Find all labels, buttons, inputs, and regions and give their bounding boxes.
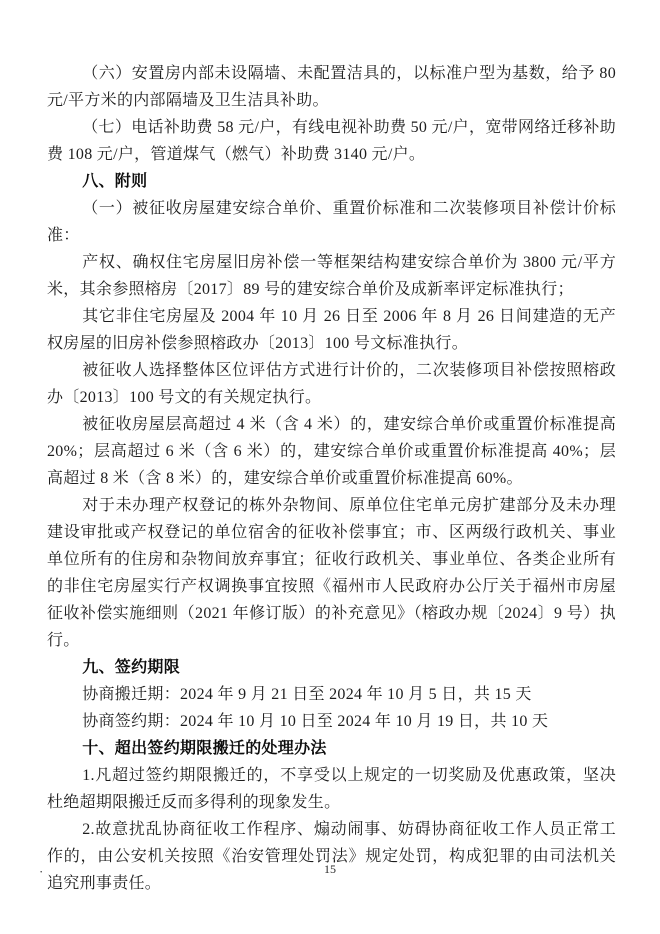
page-footer (0, 862, 660, 882)
paragraph: （一）被征收房屋建安综合单价、重置价标准和二次装修项目补偿计价标准： (47, 200, 616, 244)
paragraph: 协商搬迁期：2024 年 9 月 21 日至 2024 年 10 月 5 日，共 15 天 (82, 686, 532, 703)
paragraph: 产权、确权住宅房屋旧房补偿一等框架结构建安综合单价为 3800 元/平方米，其余参照榕房〔2017〕89 号的建安综合单价及成新率评定标准执行； (47, 254, 616, 298)
paragraph: 对于未办理产权登记的栋外杂物间、原单位住宅单元房扩建部分及未办理建设审批或产权登记的单位宿舍的征收补偿事宜；市、区两级行政机关、事业单位所有的住房和杂物间放弃事宜；征收行政机关、事业单位、各类企业所有的非住宅房屋实行产权调换事宜按照《福州市人民政府办公厅关于福州市房屋征收补偿实施细则（2021 年修订版）的补充意见》（榕政办规〔2024〕9 号）执行。 (47, 497, 616, 649)
margin-mark: · (39, 864, 44, 879)
paragraph: （七）电话补助费 58 元/户，有线电视补助费 50 元/户，宽带网络迁移补助费 108 元/户，管道煤气（燃气）补助费 3140 元/户。 (47, 119, 616, 163)
paragraph: （六）安置房内部未设隔墙、未配置洁具的，以标准户型为基数，给予 80 元/平方米的内部隔墙及卫生洁具补助。 (47, 65, 616, 109)
paragraph: 其它非住宅房屋及 2004 年 10 月 26 日至 2006 年 8 月 26 日间建造的无产权房屋的旧房补偿参照榕政办〔2013〕100 号文标准执行。 (47, 308, 616, 352)
section-heading: 八、附则 (82, 173, 148, 190)
section-heading: 九、签约期限 (82, 659, 180, 676)
page-number: 15 (324, 862, 336, 876)
paragraph: 协商签约期：2024 年 10 月 10 日至 2024 年 10 月 19 日，共 10 天 (82, 713, 549, 730)
paragraph: 2.故意扰乱协商征收工作程序、煽动闹事、妨碍协商征收工作人员正常工作的，由公安机关按照《治安管理处罚法》规定处罚，构成犯罪的由司法机关追究刑事责任。 (47, 821, 616, 892)
paragraph: 被征收房屋层高超过 4 米（含 4 米）的，建安综合单价或重置价标准提高 20%；层高超过 6 米（含 6 米）的，建安综合单价或重置价标准提高 40%；层高超过 8 米（含 8 米）的，建安综合单价或重置价标准提高 60%。 (47, 416, 616, 487)
paragraph: 被征收人选择整体区位评估方式进行计价的，二次装修项目补偿按照榕政办〔2013〕100 号文的有关规定执行。 (47, 362, 616, 406)
section-heading: 十、超出签约期限搬迁的处理办法 (82, 740, 327, 757)
document-body (47, 60, 616, 897)
paragraph: 1.凡超过签约期限搬迁的，不享受以上规定的一切奖励及优惠政策，坚决杜绝超期限搬迁反而多得利的现象发生。 (47, 767, 616, 811)
